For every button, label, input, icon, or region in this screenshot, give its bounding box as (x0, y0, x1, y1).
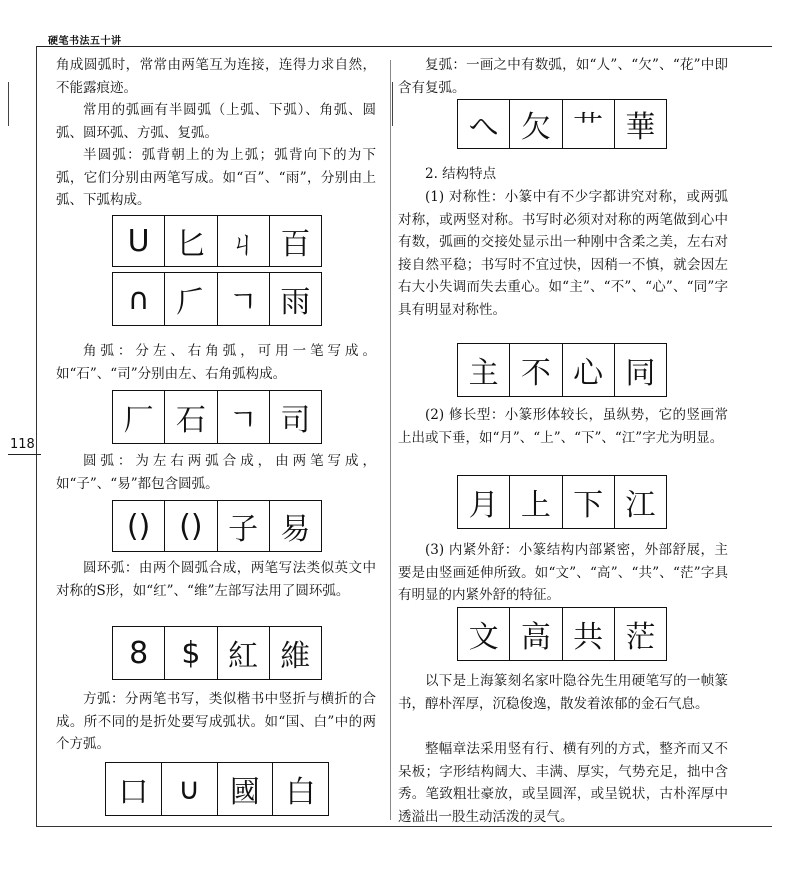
example-glyph-box (457, 343, 667, 397)
paragraph: (2) 修长型：小篆形体较长，虽纵势，它的竖画常上出或下垂，如“月”、“上”、“下”、“江”字尤为明显。 (398, 407, 728, 446)
glyph-cell: 同 (625, 356, 656, 391)
page-number: 118 (8, 437, 41, 455)
glyph-cell: 下 (563, 476, 615, 528)
running-header: 硬笔书法五十讲 (48, 36, 122, 47)
paragraph: 角成圆弧时，常常由两笔互为连接，连得力求自然，不能露痕迹。 (56, 57, 376, 96)
glyph-cell: ㄐ (218, 216, 270, 266)
glyph-cell: 雨 (280, 285, 311, 320)
glyph-cell: () (165, 501, 217, 551)
glyph-cell: 白 (285, 775, 316, 810)
glyph-cell: $ (165, 627, 217, 679)
glyph-cell: 不 (510, 344, 562, 396)
margin-mark (392, 82, 393, 126)
glyph-cell: ㄱ (218, 391, 270, 443)
glyph-cell: 高 (510, 608, 562, 660)
glyph-cell: 石 (165, 391, 217, 443)
paragraph: 圆环弧：由两个圆弧合成，两笔写法类似英文中对称的S形，如“红”、“维”左部写法用了圆环弧。 (56, 560, 376, 599)
paragraph: 方弧：分两笔书写，类似楷书中竖折与横折的合成。所不同的是折处要写成弧状。如“国、白”中的两个方弧。 (56, 691, 376, 752)
margin-mark (8, 82, 9, 126)
example-glyph-box (457, 475, 667, 529)
glyph-cell: 江 (625, 488, 656, 523)
glyph-cell: 紅 (218, 627, 270, 679)
glyph-cell: 月 (458, 476, 510, 528)
example-glyph-box (457, 99, 667, 149)
paragraph: (3) 内紧外舒：小篆结构内部紧密，外部舒展，主要是由竖画延伸所致。如“文”、“高”、“共”、“茫”字具有明显的内紧外舒的特征。 (398, 542, 728, 603)
example-glyph-box (105, 762, 329, 816)
glyph-cell: 主 (458, 344, 510, 396)
paragraph: 半圆弧：弧背朝上的为上弧；弧背向下的为下弧，它们分别由两笔写成。如“百”、“雨”，分别由上弧、下弧构成。 (56, 147, 376, 208)
glyph-cell: 8 (113, 627, 165, 679)
glyph-cell: ㄱ (218, 273, 270, 325)
paragraph: 圆弧：为左右两弧合成，由两笔写成，如“子”、“易”都包含圆弧。 (56, 453, 376, 492)
glyph-cell: 百 (280, 227, 311, 262)
glyph-cell: 子 (218, 501, 270, 551)
glyph-cell: () (113, 501, 165, 551)
paragraph: 常用的弧画有半圆弧（上弧、下弧）、角弧、圆弧、圆环弧、方弧、复弧。 (56, 102, 376, 141)
example-glyph-box (112, 390, 322, 444)
column-divider (390, 60, 391, 820)
glyph-cell: 維 (280, 639, 311, 674)
example-glyph-box (112, 500, 322, 552)
glyph-cell: 共 (563, 608, 615, 660)
glyph-cell: 華 (625, 110, 656, 145)
glyph-cell: ∩ (113, 273, 165, 325)
glyph-cell: 匕 (165, 216, 217, 266)
glyph-cell: 心 (563, 344, 615, 396)
paragraph: 以下是上海篆刻名家叶隐谷先生用硬笔写的一帧篆书，醇朴浑厚，沉稳俊逸，散发着浓郁的金石气息。 (398, 673, 728, 712)
paragraph: 复弧：一画之中有数弧，如“人”、“欠”、“花”中即含有复弧。 (398, 57, 728, 96)
header-rule (36, 46, 772, 47)
glyph-cell: 欠 (510, 100, 562, 148)
section-heading: 2. 结构特点 (425, 166, 497, 182)
example-glyph-box (457, 607, 667, 661)
example-glyph-box (112, 626, 322, 680)
paragraph: 角弧：分左、右角弧，可用一笔写成。如“石”、“司”分别由左、右角弧构成。 (56, 343, 376, 382)
glyph-cell: U (113, 216, 165, 266)
glyph-cell: 茫 (625, 620, 656, 655)
glyph-cell: ⺾ (563, 100, 615, 148)
glyph-cell: 文 (458, 608, 510, 660)
example-glyph-box (112, 215, 322, 267)
glyph-cell: 易 (280, 512, 311, 547)
example-glyph-box (112, 272, 322, 326)
glyph-cell: 厂 (113, 391, 165, 443)
glyph-cell: 國 (218, 763, 274, 815)
glyph-cell: 𠂆 (165, 273, 217, 325)
glyph-cell: 口 (106, 763, 162, 815)
left-margin-rule (36, 46, 37, 826)
glyph-cell: へ (458, 100, 510, 148)
paragraph: (1) 对称性：小篆中有不少字都讲究对称，或两弧对称，或两竖对称。书写时必须对对称的两笔做到心中有数，弧画的交接处显示出一种刚中含柔之美，左右对接自然平稳；书写时不宜过快，因稍一不慎，就会因左右大小失调而失去重心。如“主”、“不”、“心”、“同”字具有明显对称性。 (398, 189, 728, 318)
glyph-cell: ∪ (162, 763, 218, 815)
glyph-cell: 上 (510, 476, 562, 528)
glyph-cell: 司 (280, 403, 311, 438)
paragraph: 整幅章法采用竖有行、横有列的方式，整齐而又不呆板；字形结构阔大、丰满、厚实，气势充足，拙中含秀。笔致粗壮豪放，或呈圆浑，或呈锐状，古朴浑厚中透溢出一股生动活泼的灵气。 (398, 741, 728, 825)
